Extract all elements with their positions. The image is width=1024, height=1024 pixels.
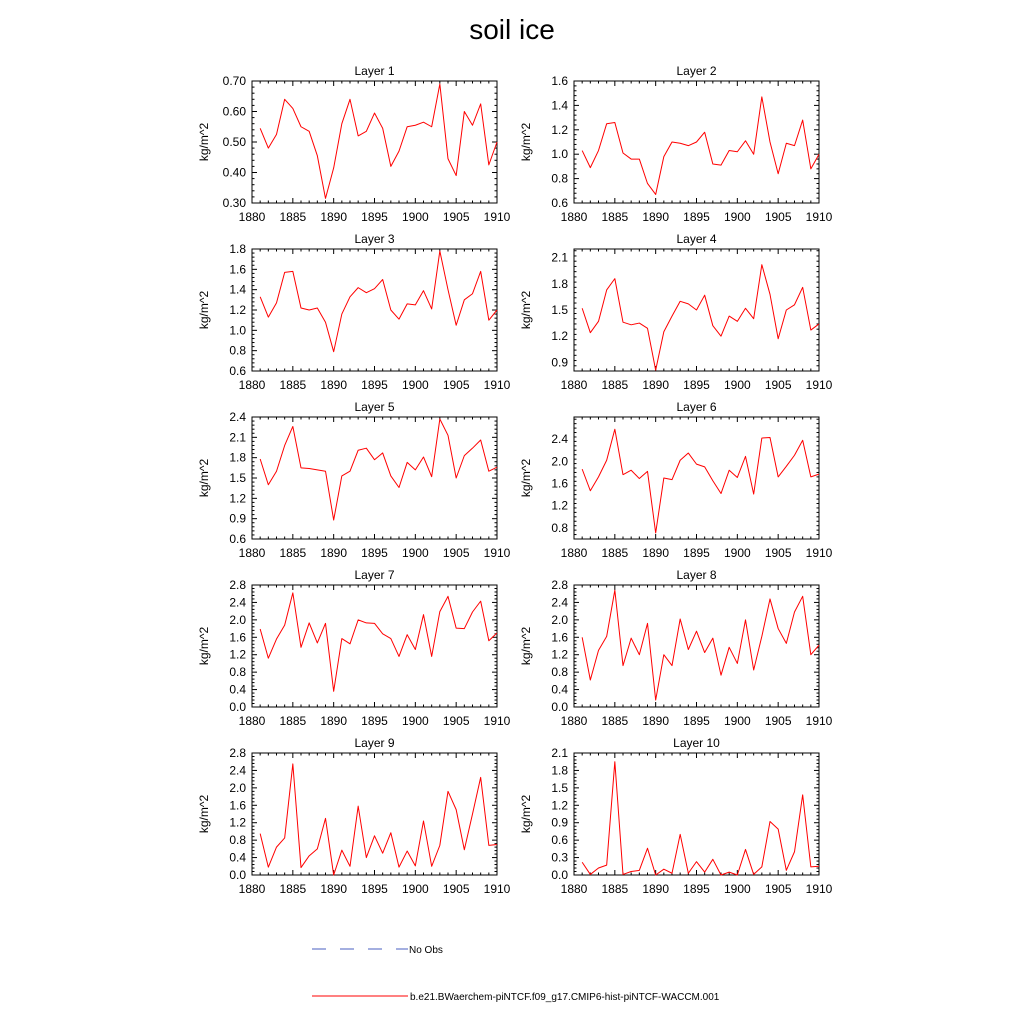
y-tick-label: 0.8 <box>551 665 568 680</box>
y-tick-label: 1.4 <box>551 98 568 113</box>
y-tick-label: 1.6 <box>229 262 246 277</box>
x-tick-label: 1900 <box>723 714 751 728</box>
x-tick-label: 1905 <box>764 210 792 224</box>
y-tick-label: 0.8 <box>229 343 246 358</box>
y-tick-label: 0.50 <box>222 135 246 149</box>
y-tick-label: 0.0 <box>229 868 246 882</box>
x-tick-label: 1905 <box>442 546 470 560</box>
y-tick-label: 2.8 <box>229 746 246 760</box>
panel-10-title: Layer 10 <box>673 736 720 750</box>
y-tick-label: 2.4 <box>229 595 246 610</box>
x-tick-label: 1895 <box>361 714 388 728</box>
y-tick-label: 1.8 <box>551 276 568 291</box>
panel-8-ylabel: kg/m^2 <box>519 626 533 666</box>
x-tick-label: 1895 <box>683 378 710 392</box>
x-tick-label: 1880 <box>560 882 588 896</box>
y-tick-label: 1.6 <box>551 630 568 645</box>
x-tick-label: 1910 <box>483 210 511 224</box>
y-tick-label: 1.2 <box>551 498 568 513</box>
x-tick-label: 1900 <box>723 378 751 392</box>
y-tick-label: 0.4 <box>551 682 568 697</box>
x-tick-label: 1890 <box>642 714 670 728</box>
y-tick-label: 1.2 <box>551 647 568 662</box>
x-tick-label: 1885 <box>601 210 629 224</box>
x-tick-label: 1880 <box>238 378 266 392</box>
x-tick-label: 1885 <box>279 714 307 728</box>
panel-6-title: Layer 6 <box>676 400 717 414</box>
x-tick-label: 1900 <box>401 714 429 728</box>
x-tick-label: 1885 <box>279 882 307 896</box>
panel-6-ylabel: kg/m^2 <box>519 458 533 498</box>
y-tick-label: 1.6 <box>229 798 246 813</box>
y-tick-label: 2.8 <box>229 578 246 592</box>
x-tick-label: 1900 <box>723 210 751 224</box>
y-tick-label: 0.9 <box>551 355 568 370</box>
y-tick-label: 1.0 <box>229 323 246 338</box>
x-tick-label: 1905 <box>442 882 470 896</box>
y-tick-label: 0.0 <box>229 700 246 714</box>
panel-3-ylabel: kg/m^2 <box>197 290 211 330</box>
x-tick-label: 1905 <box>764 714 792 728</box>
x-tick-label: 1885 <box>601 546 629 560</box>
x-tick-label: 1880 <box>560 546 588 560</box>
no-obs-legend-label: No Obs <box>409 945 443 956</box>
x-tick-label: 1910 <box>805 546 833 560</box>
page-title: soil ice <box>469 14 555 45</box>
x-tick-label: 1900 <box>401 210 429 224</box>
y-tick-label: 1.4 <box>229 282 246 297</box>
x-tick-label: 1905 <box>442 210 470 224</box>
x-tick-label: 1890 <box>320 714 348 728</box>
x-tick-label: 1885 <box>279 210 307 224</box>
y-tick-label: 0.6 <box>229 532 246 546</box>
y-tick-label: 2.4 <box>551 432 568 447</box>
x-tick-label: 1890 <box>642 882 670 896</box>
y-tick-label: 2.1 <box>551 250 568 265</box>
panel-7-ylabel: kg/m^2 <box>197 626 211 666</box>
panel-5-ylabel: kg/m^2 <box>197 458 211 498</box>
x-tick-label: 1910 <box>805 882 833 896</box>
y-tick-label: 0.6 <box>229 364 246 378</box>
y-tick-label: 2.0 <box>551 454 568 469</box>
y-tick-label: 1.6 <box>551 74 568 88</box>
y-tick-label: 0.0 <box>551 700 568 714</box>
y-tick-label: 2.0 <box>229 780 246 795</box>
y-tick-label: 0.3 <box>551 850 568 865</box>
x-tick-label: 1890 <box>320 378 348 392</box>
x-tick-label: 1880 <box>560 714 588 728</box>
panel-4-title: Layer 4 <box>676 232 717 246</box>
y-tick-label: 1.0 <box>551 147 568 162</box>
x-tick-label: 1880 <box>238 546 266 560</box>
panel-2-ylabel: kg/m^2 <box>519 122 533 162</box>
y-tick-label: 2.4 <box>551 595 568 610</box>
x-tick-label: 1885 <box>601 714 629 728</box>
x-tick-label: 1895 <box>683 546 710 560</box>
y-tick-label: 0.40 <box>222 165 246 180</box>
x-tick-label: 1890 <box>642 378 670 392</box>
x-tick-label: 1900 <box>401 882 429 896</box>
x-tick-label: 1895 <box>361 210 388 224</box>
x-tick-label: 1905 <box>764 378 792 392</box>
y-tick-label: 1.2 <box>551 329 568 344</box>
y-tick-label: 0.60 <box>222 104 246 119</box>
panel-8-title: Layer 8 <box>676 568 717 582</box>
x-tick-label: 1890 <box>320 210 348 224</box>
y-tick-label: 0.6 <box>551 833 568 848</box>
x-tick-label: 1890 <box>320 882 348 896</box>
y-tick-label: 1.2 <box>551 122 568 137</box>
x-tick-label: 1885 <box>279 378 307 392</box>
y-tick-label: 1.5 <box>551 303 568 317</box>
y-tick-label: 1.2 <box>229 815 246 830</box>
x-tick-label: 1880 <box>560 378 588 392</box>
x-tick-label: 1910 <box>805 714 833 728</box>
y-tick-label: 2.1 <box>551 746 568 760</box>
x-tick-label: 1880 <box>238 882 266 896</box>
x-tick-label: 1880 <box>560 210 588 224</box>
y-tick-label: 0.8 <box>551 171 568 186</box>
y-tick-label: 1.8 <box>229 242 246 256</box>
x-tick-label: 1885 <box>279 546 307 560</box>
x-tick-label: 1905 <box>764 882 792 896</box>
x-tick-label: 1910 <box>483 714 511 728</box>
x-tick-label: 1885 <box>601 378 629 392</box>
x-tick-label: 1900 <box>401 546 429 560</box>
panel-1-ylabel: kg/m^2 <box>197 122 211 162</box>
x-tick-label: 1895 <box>683 210 710 224</box>
panel-1-title: Layer 1 <box>354 64 395 78</box>
x-tick-label: 1895 <box>361 378 388 392</box>
x-tick-label: 1910 <box>805 210 833 224</box>
y-tick-label: 1.5 <box>551 780 568 795</box>
x-tick-label: 1900 <box>401 378 429 392</box>
y-tick-label: 1.8 <box>551 763 568 778</box>
x-tick-label: 1895 <box>361 882 388 896</box>
y-tick-label: 0.4 <box>229 850 246 865</box>
panel-3-title: Layer 3 <box>354 232 395 246</box>
y-tick-label: 2.0 <box>551 612 568 627</box>
y-tick-label: 1.8 <box>229 450 246 465</box>
panel-7-title: Layer 7 <box>354 568 395 582</box>
x-tick-label: 1900 <box>723 882 751 896</box>
y-tick-label: 0.9 <box>551 815 568 830</box>
x-tick-label: 1895 <box>361 546 388 560</box>
panel-5-title: Layer 5 <box>354 400 395 414</box>
y-tick-label: 0.30 <box>222 196 246 210</box>
y-tick-label: 2.8 <box>551 578 568 592</box>
x-tick-label: 1905 <box>442 714 470 728</box>
x-tick-label: 1895 <box>683 882 710 896</box>
y-tick-label: 0.0 <box>551 868 568 882</box>
y-tick-label: 1.6 <box>551 476 568 491</box>
x-tick-label: 1905 <box>442 378 470 392</box>
y-tick-label: 1.5 <box>229 471 246 485</box>
y-tick-label: 1.2 <box>551 798 568 813</box>
y-tick-label: 0.4 <box>229 682 246 697</box>
y-tick-label: 0.9 <box>229 511 246 526</box>
y-tick-label: 0.6 <box>551 196 568 210</box>
panel-2-title: Layer 2 <box>676 64 717 78</box>
panel-9-title: Layer 9 <box>354 736 395 750</box>
x-tick-label: 1910 <box>805 378 833 392</box>
y-tick-label: 1.2 <box>229 303 246 317</box>
y-tick-label: 0.8 <box>229 833 246 848</box>
y-tick-label: 0.8 <box>551 520 568 535</box>
x-tick-label: 1890 <box>320 546 348 560</box>
y-tick-label: 0.8 <box>229 665 246 680</box>
y-tick-label: 2.0 <box>229 612 246 627</box>
y-tick-label: 1.2 <box>229 491 246 506</box>
y-tick-label: 1.6 <box>229 630 246 645</box>
panel-4-ylabel: kg/m^2 <box>519 290 533 330</box>
x-tick-label: 1910 <box>483 378 511 392</box>
y-tick-label: 2.1 <box>229 430 246 445</box>
x-tick-label: 1900 <box>723 546 751 560</box>
panel-10-ylabel: kg/m^2 <box>519 794 533 834</box>
x-tick-label: 1890 <box>642 546 670 560</box>
series-legend-label: b.e21.BWaerchem-piNTCF.f09_g17.CMIP6-hist-piNTCF-WACCM.001 <box>410 992 720 1003</box>
x-tick-label: 1885 <box>601 882 629 896</box>
x-tick-label: 1895 <box>683 714 710 728</box>
panel-9-ylabel: kg/m^2 <box>197 794 211 834</box>
y-tick-label: 2.4 <box>229 763 246 778</box>
y-tick-label: 0.70 <box>222 74 246 88</box>
x-tick-label: 1910 <box>483 546 511 560</box>
y-tick-label: 2.4 <box>229 410 246 424</box>
y-tick-label: 1.2 <box>229 647 246 662</box>
x-tick-label: 1880 <box>238 714 266 728</box>
x-tick-label: 1890 <box>642 210 670 224</box>
x-tick-label: 1910 <box>483 882 511 896</box>
x-tick-label: 1905 <box>764 546 792 560</box>
x-tick-label: 1880 <box>238 210 266 224</box>
